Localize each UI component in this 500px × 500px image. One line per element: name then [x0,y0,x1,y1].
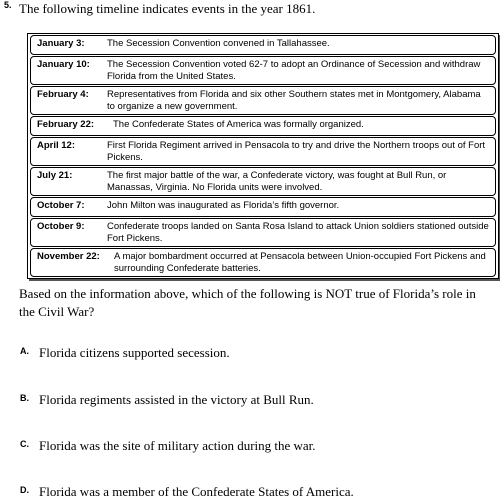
question-stem: The following timeline indicates events in the year 1861. [19,1,316,16]
option-letter: B. [20,393,29,403]
option-letter: C. [20,439,29,449]
question-prompt: Based on the information above, which of the following is NOT true of Florida’s role in the Civil War? [19,286,476,319]
timeline-date: July 21: [37,170,73,181]
option-letter: A. [20,346,29,356]
option-text: Florida regiments assisted in the victory at Bull Run. [39,392,314,407]
timeline-date: November 22: [37,251,100,262]
timeline-event: The first major battle of the war, a Confederate victory, was fought at Bull Run, or Manassas, Virginia. No Florida units were involved. [107,170,447,193]
answer-option-b[interactable] [20,392,314,408]
timeline-event: The Secession Convention voted 62-7 to adopt an Ordinance of Secession and withdraw Florida from the United States. [107,59,481,82]
timeline-event: Representatives from Florida and six other Southern states met in Montgomery, Alabama to organize a new government. [107,89,481,112]
timeline-date: January 10: [37,59,90,70]
answer-option-d[interactable] [20,484,354,500]
timeline-date: April 12: [37,140,76,151]
timeline-row [30,56,496,85]
timeline-event: John Milton was inaugurated as Florida’s fifth governor. [107,200,340,211]
timeline-row [30,35,496,55]
timeline-date: October 7: [37,200,85,211]
option-text: Florida citizens supported secession. [39,345,230,360]
timeline-event: The Secession Convention convened in Tallahassee. [107,38,330,49]
timeline-date: February 4: [37,89,89,100]
answer-option-c[interactable] [20,438,316,454]
timeline-row [30,137,496,166]
question-number: 5. [4,0,12,10]
answer-option-a[interactable] [20,345,230,361]
timeline-event: The Confederate States of America was formally organized. [113,119,364,130]
timeline-row [30,86,496,115]
timeline-event: Confederate troops landed on Santa Rosa Island to attack Union soldiers stationed outside Fort Pickens. [107,221,489,244]
timeline-event: A major bombardment occurred at Pensacola between Union-occupied Fort Pickens and surrounding Confederate batteries. [114,251,486,274]
timeline-row [30,218,496,247]
timeline-date: October 9: [37,221,85,232]
timeline-table [27,33,499,279]
timeline-row [30,248,496,277]
timeline-row [30,167,496,196]
timeline-event: First Florida Regiment arrived in Pensacola to try and drive the Northern troops out of Fort Pickens. [107,140,486,163]
option-text: Florida was a member of the Confederate States of America. [39,484,354,499]
timeline-date: January 3: [37,38,85,49]
timeline-row [30,116,496,136]
option-letter: D. [20,485,29,495]
timeline-date: February 22: [37,119,95,130]
timeline-row [30,197,496,217]
option-text: Florida was the site of military action during the war. [39,438,316,453]
